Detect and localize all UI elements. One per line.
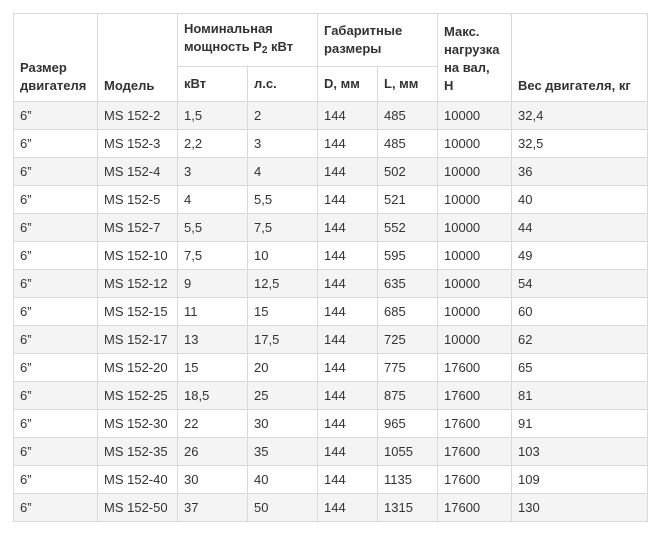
cell-engine-size: 6”: [14, 270, 98, 298]
cell-power-kw: 5,5: [178, 214, 248, 242]
table-body: [14, 102, 648, 522]
cell-engine-size: 6”: [14, 438, 98, 466]
cell-l-mm: 521: [378, 186, 438, 214]
cell-d-mm: 144: [318, 494, 378, 522]
cell-power-kw: 30: [178, 466, 248, 494]
motor-spec-table: [13, 13, 648, 522]
cell-power-kw: 3: [178, 158, 248, 186]
cell-weight: 81: [512, 382, 648, 410]
cell-weight: 44: [512, 214, 648, 242]
cell-d-mm: 144: [318, 270, 378, 298]
table-row: [14, 410, 648, 438]
cell-weight: 65: [512, 354, 648, 382]
cell-power-hp: 20: [248, 354, 318, 382]
cell-max-load: 10000: [438, 186, 512, 214]
cell-power-hp: 2: [248, 102, 318, 130]
cell-weight: 103: [512, 438, 648, 466]
cell-d-mm: 144: [318, 326, 378, 354]
cell-model: MS 152-12: [98, 270, 178, 298]
cell-power-kw: 4: [178, 186, 248, 214]
cell-max-load: 17600: [438, 354, 512, 382]
cell-d-mm: 144: [318, 102, 378, 130]
cell-model: MS 152-20: [98, 354, 178, 382]
cell-power-kw: 15: [178, 354, 248, 382]
header-max-load: Макс. нагрузка на вал, Н: [438, 14, 512, 102]
cell-weight: 91: [512, 410, 648, 438]
table-row: [14, 158, 648, 186]
cell-max-load: 17600: [438, 438, 512, 466]
table-row: [14, 466, 648, 494]
cell-l-mm: 485: [378, 130, 438, 158]
cell-model: MS 152-5: [98, 186, 178, 214]
spec-table-container: [13, 13, 647, 522]
cell-power-kw: 7,5: [178, 242, 248, 270]
header-model: Модель: [98, 14, 178, 102]
cell-power-kw: 9: [178, 270, 248, 298]
cell-max-load: 17600: [438, 382, 512, 410]
cell-d-mm: 144: [318, 354, 378, 382]
cell-power-kw: 18,5: [178, 382, 248, 410]
cell-max-load: 10000: [438, 270, 512, 298]
cell-power-hp: 50: [248, 494, 318, 522]
cell-model: MS 152-7: [98, 214, 178, 242]
cell-weight: 32,5: [512, 130, 648, 158]
header-weight: Вес двигателя, кг: [512, 14, 648, 102]
cell-weight: 60: [512, 298, 648, 326]
cell-power-kw: 37: [178, 494, 248, 522]
cell-power-kw: 2,2: [178, 130, 248, 158]
cell-engine-size: 6”: [14, 354, 98, 382]
cell-max-load: 10000: [438, 102, 512, 130]
cell-model: MS 152-10: [98, 242, 178, 270]
cell-weight: 36: [512, 158, 648, 186]
cell-model: MS 152-3: [98, 130, 178, 158]
cell-engine-size: 6”: [14, 242, 98, 270]
table-row: [14, 102, 648, 130]
cell-d-mm: 144: [318, 466, 378, 494]
header-row-1: [14, 14, 648, 67]
cell-d-mm: 144: [318, 298, 378, 326]
cell-power-hp: 4: [248, 158, 318, 186]
table-row: [14, 242, 648, 270]
cell-engine-size: 6”: [14, 382, 98, 410]
table-row: [14, 382, 648, 410]
cell-weight: 40: [512, 186, 648, 214]
cell-power-hp: 12,5: [248, 270, 318, 298]
cell-max-load: 17600: [438, 466, 512, 494]
cell-d-mm: 144: [318, 438, 378, 466]
cell-model: MS 152-50: [98, 494, 178, 522]
cell-model: MS 152-40: [98, 466, 178, 494]
cell-weight: 32,4: [512, 102, 648, 130]
table-row: [14, 494, 648, 522]
cell-l-mm: 965: [378, 410, 438, 438]
cell-engine-size: 6”: [14, 410, 98, 438]
cell-l-mm: 1315: [378, 494, 438, 522]
table-row: [14, 214, 648, 242]
cell-weight: 49: [512, 242, 648, 270]
cell-max-load: 10000: [438, 242, 512, 270]
cell-l-mm: 685: [378, 298, 438, 326]
table-row: [14, 130, 648, 158]
cell-model: MS 152-17: [98, 326, 178, 354]
table-header: [14, 14, 648, 102]
cell-model: MS 152-35: [98, 438, 178, 466]
cell-d-mm: 144: [318, 410, 378, 438]
cell-power-kw: 13: [178, 326, 248, 354]
cell-l-mm: 775: [378, 354, 438, 382]
cell-power-hp: 40: [248, 466, 318, 494]
cell-model: MS 152-25: [98, 382, 178, 410]
cell-max-load: 10000: [438, 326, 512, 354]
cell-power-hp: 7,5: [248, 214, 318, 242]
table-row: [14, 438, 648, 466]
cell-engine-size: 6”: [14, 466, 98, 494]
header-engine-size: Размер двигателя: [14, 14, 98, 102]
header-hp: л.с.: [248, 67, 318, 102]
cell-max-load: 17600: [438, 410, 512, 438]
cell-engine-size: 6”: [14, 326, 98, 354]
header-kw: кВт: [178, 67, 248, 102]
cell-engine-size: 6”: [14, 130, 98, 158]
cell-d-mm: 144: [318, 158, 378, 186]
header-l-mm: L, мм: [378, 67, 438, 102]
cell-l-mm: 502: [378, 158, 438, 186]
cell-power-hp: 10: [248, 242, 318, 270]
cell-model: MS 152-2: [98, 102, 178, 130]
cell-l-mm: 485: [378, 102, 438, 130]
table-row: [14, 186, 648, 214]
cell-max-load: 17600: [438, 494, 512, 522]
cell-model: MS 152-30: [98, 410, 178, 438]
cell-power-hp: 25: [248, 382, 318, 410]
cell-power-hp: 35: [248, 438, 318, 466]
table-row: [14, 326, 648, 354]
table-row: [14, 298, 648, 326]
cell-d-mm: 144: [318, 382, 378, 410]
cell-d-mm: 144: [318, 130, 378, 158]
cell-power-kw: 22: [178, 410, 248, 438]
cell-engine-size: 6”: [14, 158, 98, 186]
cell-l-mm: 595: [378, 242, 438, 270]
cell-weight: 130: [512, 494, 648, 522]
header-nominal-power: Номинальная мощность $P_2$ кВт: [178, 14, 318, 67]
cell-engine-size: 6”: [14, 214, 98, 242]
cell-max-load: 10000: [438, 214, 512, 242]
cell-engine-size: 6”: [14, 298, 98, 326]
cell-engine-size: 6”: [14, 102, 98, 130]
cell-l-mm: 552: [378, 214, 438, 242]
cell-model: MS 152-15: [98, 298, 178, 326]
cell-l-mm: 1135: [378, 466, 438, 494]
cell-engine-size: 6”: [14, 494, 98, 522]
cell-l-mm: 725: [378, 326, 438, 354]
cell-l-mm: 875: [378, 382, 438, 410]
cell-l-mm: 1055: [378, 438, 438, 466]
header-d-mm: D, мм: [318, 67, 378, 102]
cell-max-load: 10000: [438, 158, 512, 186]
cell-d-mm: 144: [318, 214, 378, 242]
table-row: [14, 354, 648, 382]
cell-weight: 54: [512, 270, 648, 298]
cell-model: MS 152-4: [98, 158, 178, 186]
cell-l-mm: 635: [378, 270, 438, 298]
cell-d-mm: 144: [318, 186, 378, 214]
cell-power-hp: 30: [248, 410, 318, 438]
header-dimensions: Габаритные размеры: [318, 14, 438, 67]
cell-d-mm: 144: [318, 242, 378, 270]
cell-power-hp: 17,5: [248, 326, 318, 354]
cell-power-hp: 5,5: [248, 186, 318, 214]
cell-max-load: 10000: [438, 130, 512, 158]
cell-power-hp: 3: [248, 130, 318, 158]
cell-weight: 109: [512, 466, 648, 494]
cell-power-hp: 15: [248, 298, 318, 326]
cell-weight: 62: [512, 326, 648, 354]
table-row: [14, 270, 648, 298]
cell-power-kw: 26: [178, 438, 248, 466]
cell-power-kw: 11: [178, 298, 248, 326]
cell-power-kw: 1,5: [178, 102, 248, 130]
cell-engine-size: 6”: [14, 186, 98, 214]
cell-max-load: 10000: [438, 298, 512, 326]
